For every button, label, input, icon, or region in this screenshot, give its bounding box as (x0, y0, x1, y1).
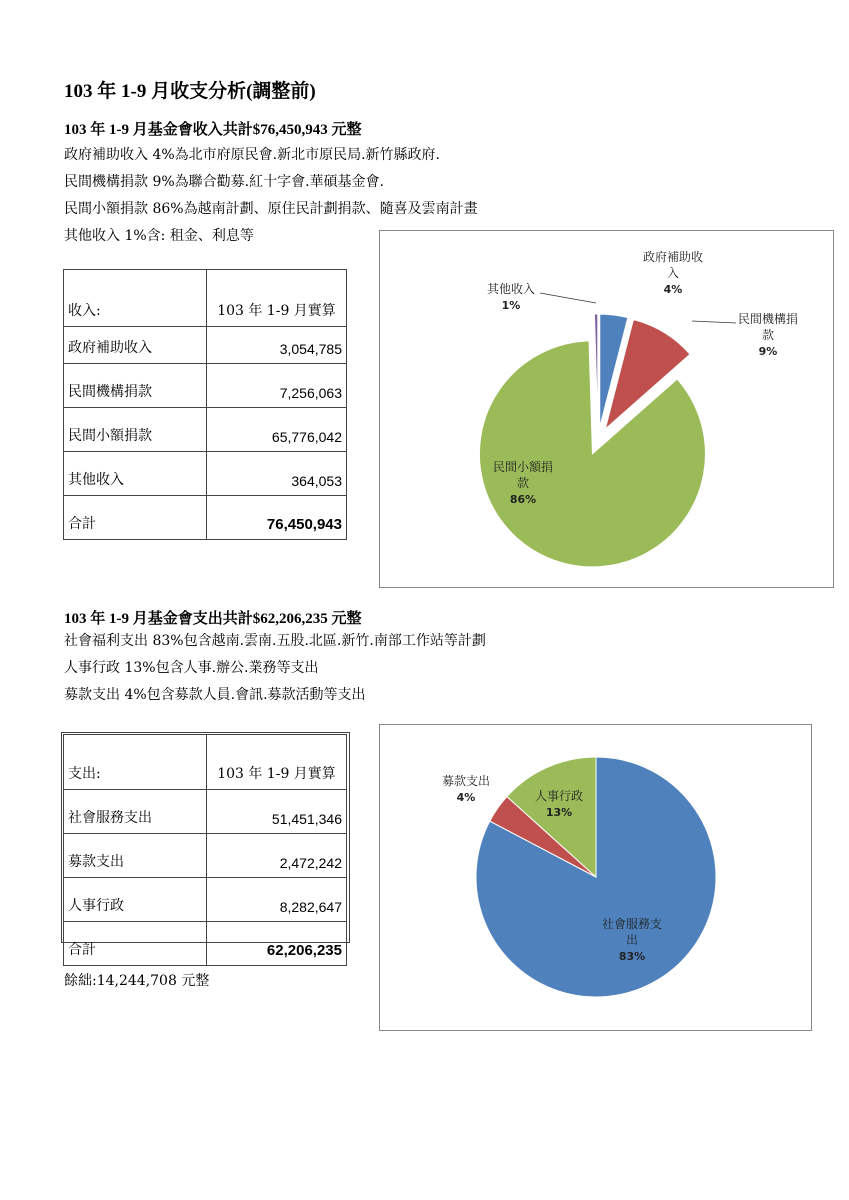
expense-note: 募款支出 4%包含募款人員.會訊.募款活動等支出 (64, 687, 366, 703)
row-value: 7,256,063 (207, 364, 347, 408)
label-leader-line (540, 293, 596, 303)
total-value: 76,450,943 (207, 496, 347, 540)
expense-note: 人事行政 13%包含人事.辦公.業務等支出 (64, 660, 319, 676)
slice-label: 民間小額捐 (492, 460, 554, 474)
income-col1-header: 收入: (64, 270, 207, 327)
table-header-row (64, 735, 347, 790)
row-label: 政府補助收入 (64, 327, 207, 364)
balance-text: 餘絀:14,244,708 元整 (64, 973, 210, 989)
slice-percent: 13% (545, 806, 573, 819)
expense-col1-header: 支出: (64, 735, 207, 790)
label-leader-line (692, 321, 736, 323)
income-note: 民間小額捐款 86%為越南計劃、原住民計劃捐款、隨喜及雲南計畫 (64, 201, 478, 217)
table-row (64, 364, 347, 408)
slice-label: 社會服務支 (601, 917, 663, 931)
row-label: 其他收入 (64, 452, 207, 496)
row-value: 8,282,647 (207, 878, 347, 922)
income-note: 其他收入 1%含: 租金、利息等 (64, 228, 254, 244)
expense-col2-header: 103 年 1-9 月實算 (207, 735, 347, 790)
slice-label: 民間機構捐 (737, 312, 799, 326)
pie-slice (594, 314, 597, 427)
row-value: 65,776,042 (207, 408, 347, 452)
table-row (64, 878, 347, 922)
slice-percent: 83% (618, 950, 646, 963)
row-label: 民間機構捐款 (64, 364, 207, 408)
slice-label: 款 (761, 328, 775, 342)
row-label: 人事行政 (64, 878, 207, 922)
income-note: 政府補助收入 4%為北市府原民會.新北市原民局.新竹縣政府. (64, 147, 441, 163)
table-header-row (64, 270, 347, 327)
slice-label: 入 (666, 266, 680, 280)
income-table (63, 269, 347, 540)
income-col2-header: 103 年 1-9 月實算 (207, 270, 347, 327)
slice-label: 政府補助收 (642, 250, 704, 264)
income-pie-svg (380, 231, 833, 587)
expense-table (63, 734, 347, 966)
slice-percent: 4% (663, 283, 683, 296)
page-title: 103 年 1-9 月收支分析(調整前) (64, 81, 316, 102)
row-label: 民間小額捐款 (64, 408, 207, 452)
slice-label: 出 (625, 933, 639, 947)
table-row (64, 834, 347, 878)
total-value: 62,206,235 (207, 922, 347, 966)
expense-heading: 103 年 1-9 月基金會支出共計$62,206,235 元整 (64, 611, 362, 627)
table-row (64, 790, 347, 834)
expense-notes (64, 628, 486, 709)
slice-label: 款 (516, 476, 530, 490)
income-heading: 103 年 1-9 月基金會收入共計$76,450,943 元整 (64, 122, 362, 138)
table-row (64, 408, 347, 452)
row-value: 51,451,346 (207, 790, 347, 834)
slice-percent: 1% (501, 299, 521, 312)
table-total-row (64, 496, 347, 540)
expense-pie-svg (380, 725, 811, 1030)
table-row (64, 327, 347, 364)
row-value: 2,472,242 (207, 834, 347, 878)
income-note: 民間機構捐款 9%為聯合勸募.紅十字會.華碩基金會. (64, 174, 385, 190)
slice-label: 其他收入 (486, 282, 536, 296)
total-label: 合計 (64, 496, 207, 540)
total-label: 合計 (64, 922, 207, 966)
row-value: 3,054,785 (207, 327, 347, 364)
row-label: 社會服務支出 (64, 790, 207, 834)
slice-label: 募款支出 (441, 774, 491, 788)
row-label: 募款支出 (64, 834, 207, 878)
expense-note: 社會福利支出 83%包含越南.雲南.五股.北區.新竹.南部工作站等計劃 (64, 633, 486, 649)
table-total-row (64, 922, 347, 966)
slice-percent: 86% (509, 493, 537, 506)
pie-slice (479, 341, 705, 567)
slice-percent: 9% (758, 345, 778, 358)
slice-percent: 4% (456, 791, 476, 804)
income-pie-chart (379, 230, 834, 588)
expense-pie-chart (379, 724, 812, 1031)
row-value: 364,053 (207, 452, 347, 496)
table-row (64, 452, 347, 496)
slice-label: 人事行政 (534, 789, 584, 803)
